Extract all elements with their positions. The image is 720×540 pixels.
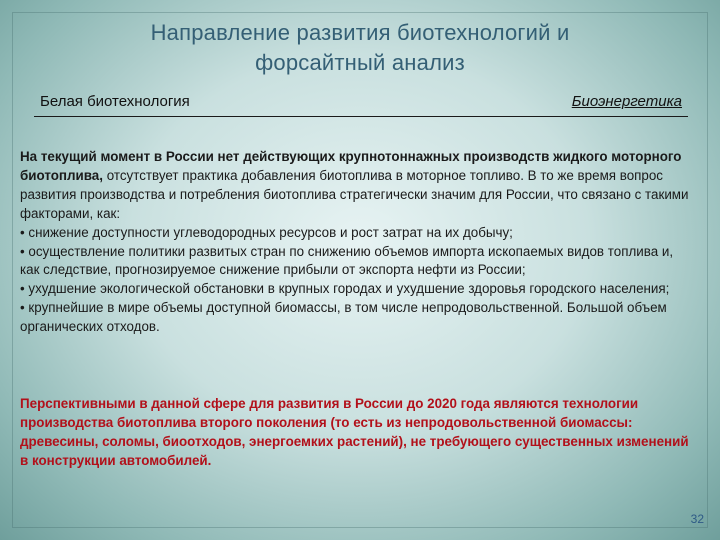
slide-title-line-2: форсайтный анализ	[255, 50, 465, 75]
bullet-item: • ухудшение экологической обстановки в крупных городах и ухудшение здоровья городского населения;	[20, 281, 670, 297]
subheading-row	[34, 92, 688, 117]
bullet-item: • крупнейшие в мире объемы доступной биомассы, в том числе непродовольственной. Большой объем органических отходов.	[20, 300, 667, 335]
intro-text: отсутствует практика добавления биотоплива в моторное топливо. В то же время вопрос развития производства и потребления биотоплива стратегически значим для России, что связано с такими факторами, как:	[20, 167, 689, 221]
subheading-white-biotech: Белая биотехнология	[40, 93, 190, 110]
intro-bold-text: На текущий момент в России нет действующих крупнотоннажных производств жидкого моторного биотоплива,	[20, 149, 682, 183]
subheading-bioenergy: Биоэнергетика	[571, 93, 682, 110]
bullet-item: • осуществление политики развитых стран по снижению объемов импорта ископаемых видов топлива и, как следствие, прогнозируемое снижение прибыли от экспорта нефти из России;	[20, 243, 674, 278]
bullet-item: • снижение доступности углеводородных ресурсов и рост затрат на их добычу;	[20, 224, 513, 240]
slide-title-line-1: Направление развития биотехнологий и	[150, 20, 570, 45]
slide-title	[0, 18, 720, 78]
conclusion-paragraph: Перспективными в данной сфере для развития в России до 2020 года являются технологии производства биотоплива второго поколения (то есть из непродовольственной биомассы: древесины, соломы, биоотходов, энергоемких растений), не требующего существенных изменений в конструкции автомобилей.	[20, 396, 689, 468]
intro-paragraph	[20, 148, 690, 224]
body-text	[20, 148, 690, 337]
page-number: 32	[690, 512, 704, 526]
